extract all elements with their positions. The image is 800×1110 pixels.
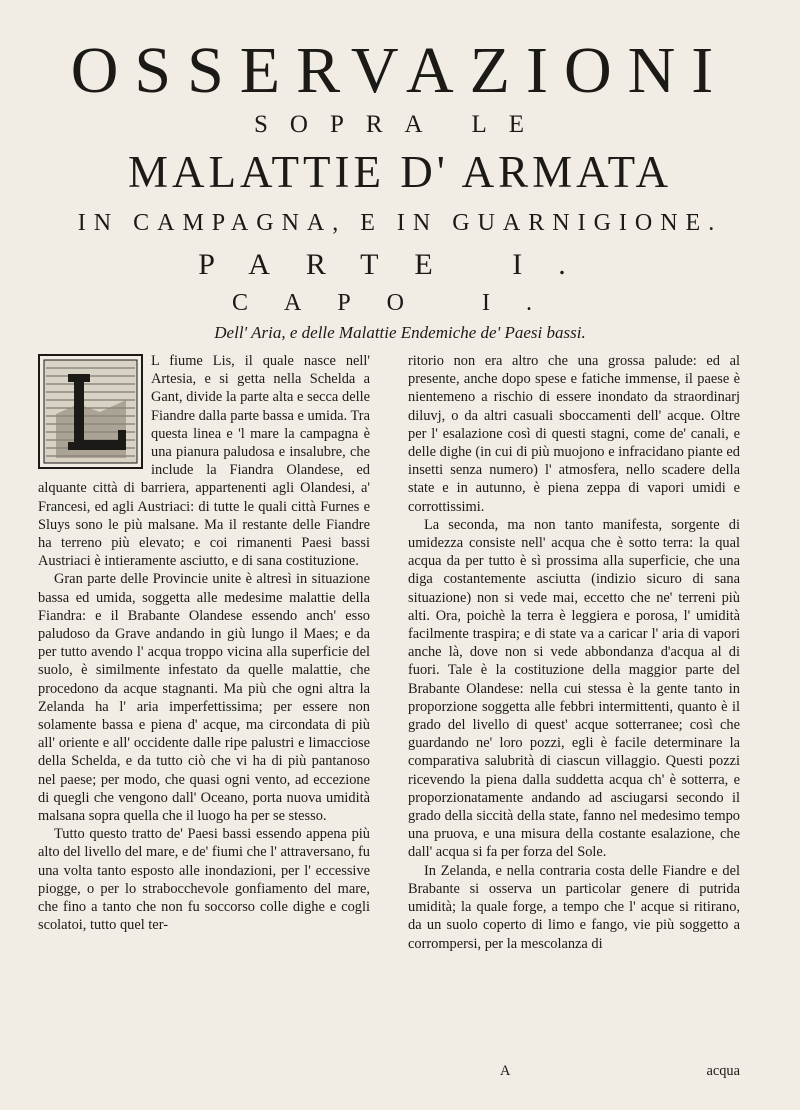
right-paragraph-1: ritorio non era altro che una grossa palude: ed al presente, anche dopo spese e fatiche immense, il paese è nientemeno a rischio di essere inondato da straordinarj diluvj, o da altri casuali sboccamenti dell' acque. Oltre per l' esalazione così di questi stagni, come de' canali, e delle dighe (in cui di più muojono e infracidano piante ed insetti senza numero) l' atmosfera, nello scadere della state e in autunno, è piena zeppa di vapori umidi e corrottissimi. (408, 353, 740, 515)
title-osservazioni: OSSERVAZIONI (70, 34, 730, 107)
right-column (408, 352, 740, 953)
left-paragraph-2: Gran parte delle Provincie unite è altresì in situazione bassa ed umida, soggetta alle medesime malattie della Fiandra: e il Brabante Olandese essendo anch' esso paludoso da Grave andando in giù lungo il Maes; e da per tutto avendo l' acqua troppo vicina alla superficie del suolo, è similmente infestato da quelle malattie, che procedono da acque stagnanti. Ma più che ogni altra la Zelanda ha l' aria imperfettissima; per essere non solamente bassa e piena d' acque, ma circondata di più all' oriente e all' occidente dalle ripe palustri e limacciose della Schelda, e da tutto ciò che vi ha di più pantanoso nel paese; per modo, che quasi ogni vento, ad eccezione di quegli che vengono dall' Oceano, porta nuova umidità malsana sopra quella che il luogo ha per se stesso. (38, 571, 370, 825)
title-campagna: IN CAMPAGNA, E IN GUARNIGIONE. (77, 210, 723, 236)
right-paragraph-3: In Zelanda, e nella contraria costa delle Fiandre e del Brabante si osserva un particolar genere di putrida umidità; la quale forge, a tempo che l' acque si ritirano, da un suolo coperto di limo e fango, vie più soggetto a corrompersi, per la mescolanza di (408, 862, 740, 952)
chapter-heading: CAPO I. (231, 290, 568, 316)
left-paragraph-1: L fiume Lis, il quale nasce nell' Artesia, e si getta nella Schelda a Gant, divide la parte alta e secca delle Fiandre dalla parte bassa e umida. Tra questa linea e 'l mare la campagna è una pianura paludosa e insalubre, che include la Fiandra Olandese, ed alquante città di barriera, appartenenti agli Olandesi, a' Francesi, ed agli Austriaci: di tutte le quali città Furnes e Sluys sono le più malsane. Ma il restante delle Fiandre ha terreno più elevato; e coi rimanenti Paesi bassi Austriaci è intieramente asciutto, e di sana costituzione. (38, 353, 370, 570)
signature-mark: A (500, 1063, 511, 1079)
decorated-initial-l-icon (38, 354, 143, 469)
left-paragraph-3: Tutto questo tratto de' Paesi bassi essendo appena più alto del livello del mare, e de' fiumi che l' attraversano, fu una volta tanto esposto alle inondazioni, per l' eccessive piogge, o per lo strabocchevole gonfiamento del mare, che fino a tanto che non fu soccorso colle dighe e cogli scolatoi, tutto quel ter- (38, 826, 370, 934)
title-malattie: MALATTIE D' ARMATA (128, 147, 672, 197)
title-sopra-le: SOPRA LE (253, 111, 546, 138)
left-column (38, 352, 370, 935)
chapter-subtitle: Dell' Aria, e delle Malattie Endemiche de' Paesi bassi. (214, 323, 586, 342)
right-paragraph-2: La seconda, ma non tanto manifesta, sorgente di umidezza consiste nell' acqua che è sotto terra: la qual acqua da per tutto è sì prossima alla superficie, che una diga costantemente asciutta (indizio sicuro di sana situazione) non si vede mai, eccetto che ne' terreni più alti. Ora, poichè la terra è leggiera e porosa, l' umidità facilmente traspira; e di state va a caricar l' aria di vapori anche là, dove non si vede abbondanza d'acqua al di fuori. Tale è la costituzione della maggior parte del Brabante Olandese: nella cui stessa è la gente tanto in proporzione soggetta alle febbri intermittenti, quanto è il grado del livello di quest' acque sotterranee; così che guardando ne' loro pozzi, egli è facile determinare la comparativa salubrità di ciascun villaggio. Questi pozzi ricevendo la piena dalla suddetta acqua ch' è sotterra, e proporzionatamente andando ad asciugarsi secondo il grado della siccità della state, fanno nel medesimo tempo una pruova, e una misura della costante esalazione, che dall' acqua si fa per forza del Sole. (408, 516, 740, 861)
catchword: acqua (706, 1063, 740, 1079)
part-heading: PARTE I. (198, 248, 602, 281)
